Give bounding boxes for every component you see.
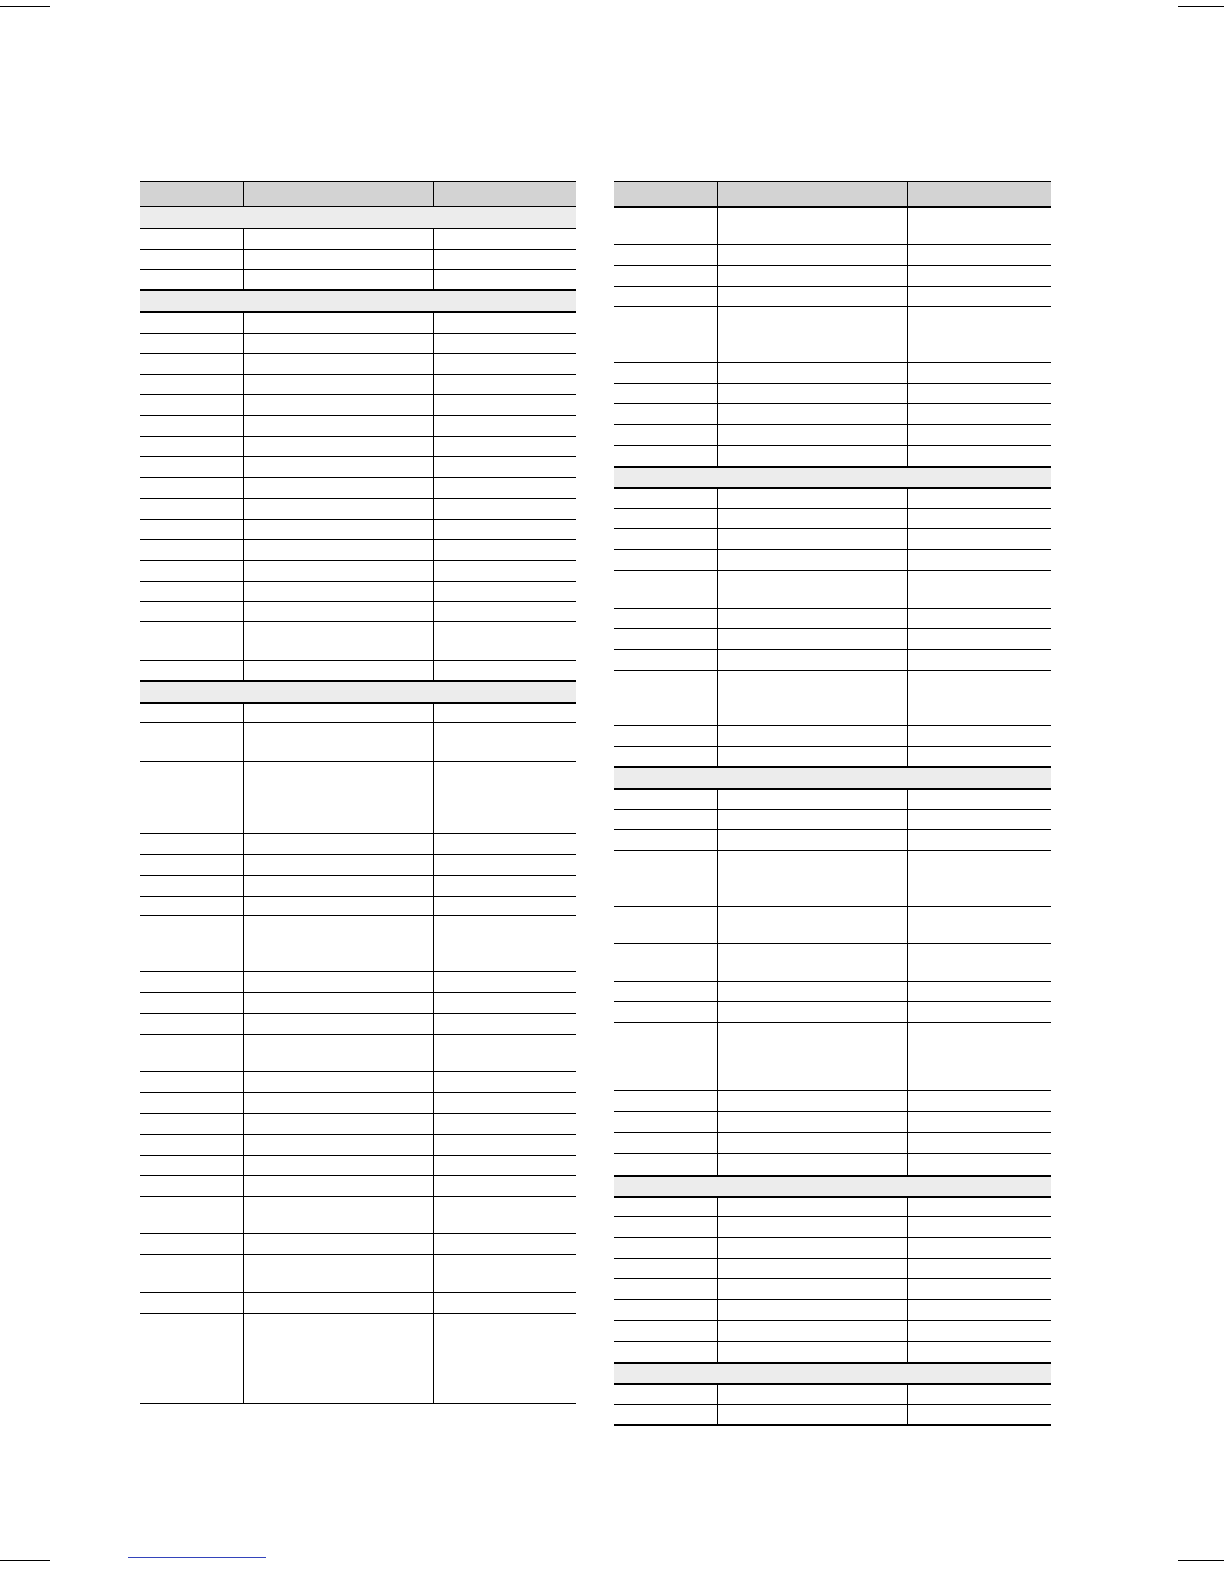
right-row-rule xyxy=(614,466,1051,468)
right-row-rule xyxy=(614,487,1051,489)
right-row-rule xyxy=(614,1258,1051,1259)
right-row-rule xyxy=(614,549,1051,550)
crop-mark-bottom-right xyxy=(1178,1560,1224,1561)
right-row-rule xyxy=(614,829,1051,830)
right-row-rule xyxy=(614,1320,1051,1321)
right-row-rule xyxy=(614,1175,1051,1177)
right-row-rule xyxy=(614,1196,1051,1198)
right-row-rule xyxy=(614,570,1051,571)
left-section-band-1 xyxy=(140,207,576,228)
right-row-rule xyxy=(614,1216,1051,1217)
left-row-rule xyxy=(140,374,576,375)
left-row-rule xyxy=(140,353,576,354)
right-column-rule xyxy=(907,206,908,466)
left-row-rule xyxy=(140,560,576,561)
right-row-rule xyxy=(614,306,1051,307)
right-section-rule xyxy=(614,766,1051,768)
left-row-rule xyxy=(140,456,576,457)
crop-mark-top-left xyxy=(0,6,50,7)
left-row-rule xyxy=(140,519,576,520)
left-header-col-3 xyxy=(434,182,576,188)
right-header-col-2 xyxy=(718,182,907,188)
right-row-rule xyxy=(614,1383,1051,1385)
right-row-rule xyxy=(614,265,1051,266)
left-section-band-2 xyxy=(140,290,576,311)
left-row-rule xyxy=(140,498,576,499)
right-row-rule xyxy=(614,1132,1051,1133)
right-row-rule xyxy=(614,1362,1051,1364)
left-row-rule xyxy=(140,1313,576,1314)
left-row-rule xyxy=(140,601,576,602)
left-table xyxy=(140,181,576,1405)
left-merged-cell-rule xyxy=(243,915,433,916)
left-row-rule xyxy=(140,1134,576,1135)
right-row-rule xyxy=(614,608,1051,609)
left-column-rule xyxy=(433,311,434,680)
right-row-rule xyxy=(614,1424,1051,1426)
right-header-divider-1 xyxy=(717,181,718,206)
right-row-rule xyxy=(614,1001,1051,1002)
left-section-band-3 xyxy=(140,681,576,702)
right-row-rule xyxy=(614,809,1051,810)
right-row-rule xyxy=(614,725,1051,726)
right-row-rule xyxy=(614,1299,1051,1300)
left-row-rule xyxy=(140,394,576,395)
right-row-rule xyxy=(614,1404,1051,1405)
right-row-rule xyxy=(614,649,1051,650)
right-column-rule xyxy=(717,1196,718,1362)
left-row-rule xyxy=(140,269,576,270)
right-section-band-3 xyxy=(614,1175,1051,1196)
right-row-rule xyxy=(614,1153,1051,1154)
right-row-rule xyxy=(614,445,1051,446)
right-row-rule xyxy=(614,424,1051,425)
left-column-rule xyxy=(433,228,434,289)
right-header-col-3 xyxy=(908,182,1051,188)
right-column-rule xyxy=(907,1383,908,1424)
right-column-rule xyxy=(907,487,908,768)
left-row-rule xyxy=(140,1254,576,1255)
right-column-rule xyxy=(907,788,908,1175)
crop-mark-bottom-left xyxy=(0,1560,50,1561)
left-row-rule xyxy=(140,1175,576,1176)
left-row-rule xyxy=(140,228,576,229)
left-row-rule xyxy=(140,833,576,834)
right-row-rule xyxy=(614,1341,1051,1342)
right-row-rule xyxy=(614,1090,1051,1091)
left-row-rule xyxy=(140,722,576,723)
left-table-header xyxy=(140,181,576,208)
right-row-rule xyxy=(614,1022,1051,1023)
left-row-rule xyxy=(140,436,576,437)
left-column-rule xyxy=(243,702,244,1403)
left-row-rule xyxy=(140,333,576,334)
left-row-rule xyxy=(140,1196,576,1197)
right-table xyxy=(614,181,1051,1426)
left-row-rule xyxy=(140,289,576,291)
right-header-divider-2 xyxy=(907,181,908,206)
left-row-rule xyxy=(140,1113,576,1114)
left-row-rule xyxy=(140,1403,576,1404)
right-row-rule xyxy=(614,1237,1051,1238)
right-row-rule xyxy=(614,403,1051,404)
left-row-rule xyxy=(140,1233,576,1234)
right-column-rule xyxy=(907,1196,908,1362)
left-row-rule xyxy=(140,1034,576,1035)
right-column-rule xyxy=(717,206,718,466)
left-row-rule xyxy=(140,992,576,993)
right-row-rule xyxy=(614,943,1051,944)
left-row-rule xyxy=(140,660,576,661)
left-header-col-2 xyxy=(244,182,433,188)
right-row-rule xyxy=(614,628,1051,629)
right-section-band-1 xyxy=(614,466,1051,487)
right-row-rule xyxy=(614,746,1051,747)
crop-mark-top-right xyxy=(1178,6,1224,7)
left-header-divider-2 xyxy=(433,181,434,206)
right-row-rule xyxy=(614,362,1051,363)
left-row-rule xyxy=(140,1071,576,1072)
right-column-rule xyxy=(717,487,718,768)
left-row-rule xyxy=(140,415,576,416)
left-row-rule xyxy=(140,621,576,622)
right-column-rule xyxy=(717,788,718,1175)
left-column-rule xyxy=(433,702,434,1403)
left-row-rule xyxy=(140,539,576,540)
right-row-rule xyxy=(614,383,1051,384)
right-row-rule xyxy=(614,528,1051,529)
right-row-rule xyxy=(614,1278,1051,1279)
right-section-band-4 xyxy=(614,1362,1051,1383)
right-section-band-2 xyxy=(614,768,1051,789)
right-column-rule xyxy=(717,1383,718,1424)
right-row-rule xyxy=(614,1111,1051,1112)
footer-link-rule xyxy=(128,1557,266,1558)
left-column-rule xyxy=(243,311,244,680)
right-row-rule xyxy=(614,508,1051,509)
right-row-rule xyxy=(614,244,1051,245)
left-row-rule xyxy=(140,854,576,855)
left-row-rule xyxy=(140,875,576,876)
left-row-rule xyxy=(140,896,576,897)
right-section-rule xyxy=(614,788,1051,790)
left-column-rule xyxy=(243,228,244,289)
left-row-rule xyxy=(140,1155,576,1156)
left-row-rule xyxy=(140,477,576,478)
left-row-rule xyxy=(140,1013,576,1014)
left-row-rule xyxy=(140,1292,576,1293)
left-row-rule xyxy=(140,971,576,972)
left-row-rule xyxy=(140,311,576,313)
left-header-col-1 xyxy=(140,182,243,188)
right-row-rule xyxy=(614,670,1051,671)
left-row-rule xyxy=(140,680,576,682)
left-row-rule xyxy=(140,761,576,762)
right-row-rule xyxy=(614,906,1051,907)
left-row-rule xyxy=(140,702,576,704)
right-header-col-1 xyxy=(614,182,717,188)
right-row-rule xyxy=(614,286,1051,287)
left-header-divider-1 xyxy=(243,181,244,206)
right-row-rule xyxy=(614,981,1051,982)
right-table-header xyxy=(614,181,1051,208)
right-row-rule xyxy=(614,850,1051,851)
left-row-rule xyxy=(140,581,576,582)
left-row-rule xyxy=(140,249,576,250)
left-row-rule xyxy=(140,1092,576,1093)
